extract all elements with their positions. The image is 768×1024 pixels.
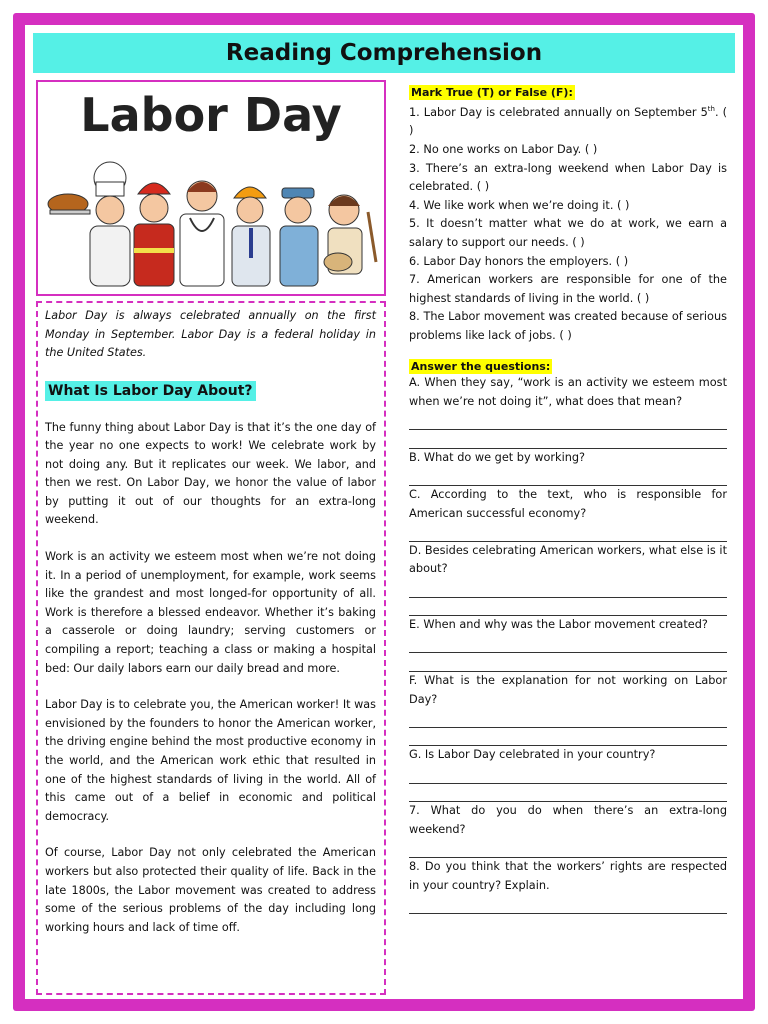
chef-figure — [48, 162, 130, 286]
answer-line[interactable] — [409, 709, 727, 728]
passage-paragraph: Labor Day is to celebrate you, the American worker! It was envisioned by the founders to honor the American worker, the driving engine behind the most productive economy in the world, and the American work ethic that resulted in one of the highest standards of living in the world. All of this came out of a belief in economic and political democracy. — [45, 698, 376, 823]
true-false-item: 7. American workers are responsible for one of the highest standards of living in the world. ( ) — [409, 273, 727, 305]
question-item: B. What do we get by working? — [409, 450, 586, 464]
answer-line[interactable] — [409, 728, 727, 747]
painter-figure — [324, 195, 376, 274]
question-item: F. What is the explanation for not working on Labor Day? — [409, 673, 727, 706]
true-false-item: 1. Labor Day is celebrated annually on September 5th. ( ) — [409, 105, 727, 138]
true-false-item: 4. We like work when we’re doing it. ( ) — [409, 198, 630, 212]
answer-line[interactable] — [409, 430, 727, 449]
construction-worker-figure — [232, 187, 270, 286]
answer-line[interactable] — [409, 523, 727, 542]
intro-text: Labor Day is always celebrated annually on the first Monday in September. Labor Day is a federal holiday in the United States. — [45, 309, 376, 359]
question-item: C. According to the text, who is responsible for American successful economy? — [409, 488, 727, 520]
answer-line[interactable] — [409, 895, 727, 914]
true-false-heading: Mark True (T) or False (F): — [411, 86, 573, 99]
illustration-box — [36, 80, 386, 296]
question-item: D. Besides celebrating American workers, what else is it about? — [409, 543, 727, 576]
workers-illustration — [38, 152, 384, 294]
exercise-column — [409, 81, 727, 914]
question-item: 8. Do you think that the workers’ rights are respected in your country? Explain. — [409, 859, 727, 892]
firefighter-figure — [134, 183, 174, 286]
passage-paragraph: The funny thing about Labor Day is that it’s the one day of the year no one expects to work! We celebrate work by not doing any. But it replicates our week. We labor, and then we rest. On Labor Day, we honor the value of labor by putting it out of our thoughts for an extra-long weekend. — [45, 420, 376, 527]
true-false-item: 8. The Labor movement was created because of serious problems like lack of jobs. ( ) — [409, 310, 727, 342]
true-false-item: 6. Labor Day honors the employers. ( ) — [409, 254, 629, 268]
illustration-title: Labor Day — [80, 88, 342, 142]
true-false-item: 3. There’s an extra-long weekend when Labor Day is celebrated. ( ) — [409, 161, 727, 194]
true-false-item: 2. No one works on Labor Day. ( ) — [409, 142, 598, 156]
question-item: A. When they say, “work is an activity we esteem most when we’re not doing it”, what does that mean? — [409, 376, 727, 409]
answer-line[interactable] — [409, 598, 727, 617]
question-item: 7. What do you do when there’s an extra-long weekend? — [409, 804, 727, 836]
questions-heading: Answer the questions: — [411, 360, 551, 374]
true-false-item: 5. It doesn’t matter what we do at work, we earn a salary to support our needs. ( ) — [409, 217, 727, 249]
answer-line[interactable] — [409, 467, 727, 486]
section-heading: What Is Labor Day About? — [45, 381, 256, 401]
answer-line[interactable] — [409, 784, 727, 803]
passage-paragraph: Work is an activity we esteem most when we’re not doing it. In a period of unemployment, for example, work seems like the grandest and most longed-for opportunity of all. Work is therefore a blessed endeavor. Whether it’s baking a casserole or doing laundry; serving customers or compiling a report; teaching a class or making a hospital bed: Our daily labors earn our daily bread and more. — [45, 550, 376, 675]
answer-line[interactable] — [409, 412, 727, 431]
title-banner — [33, 33, 735, 73]
passage-paragraph: Of course, Labor Day not only celebrated the American workers but also protected their quality of life. Back in the late 1800s, the Labor movement was created to address some of the serious problems of the day including long working hours and lack of time off. — [45, 846, 376, 934]
answer-line[interactable] — [409, 653, 727, 672]
answer-line[interactable] — [409, 579, 727, 598]
answer-line[interactable] — [409, 839, 727, 858]
doctor-figure — [180, 181, 224, 286]
answer-line[interactable] — [409, 635, 727, 654]
question-item: E. When and why was the Labor movement created? — [409, 618, 708, 632]
page-frame — [13, 13, 755, 1011]
worksheet — [25, 25, 743, 999]
police-officer-figure — [280, 188, 318, 286]
answer-line[interactable] — [409, 765, 727, 784]
question-item: G. Is Labor Day celebrated in your country? — [409, 748, 656, 762]
reading-passage-box — [36, 301, 386, 995]
page-title: Reading Comprehension — [225, 40, 543, 66]
